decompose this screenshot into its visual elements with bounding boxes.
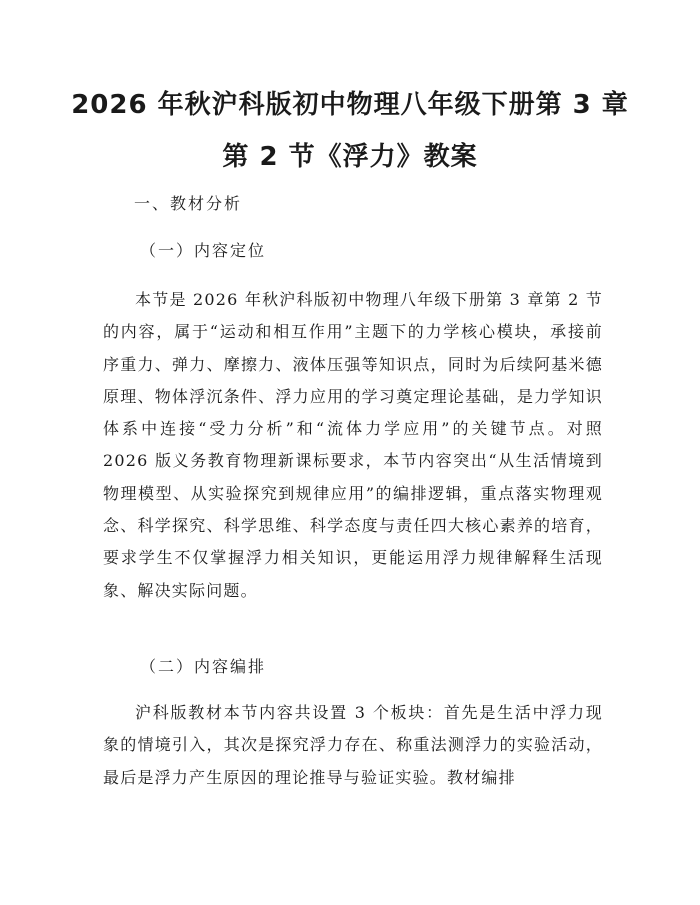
paragraph-content-positioning: 本节是 2026 年秋沪科版初中物理八年级下册第 3 章第 2 节的内容，属于“运动和相互作用”主题下的力学核心模块，承接前序重力、弹力、摩擦力、液体压强等知识点，同时为后续阿基米德原理、物体浮沉条件、浮力应用的学习奠定理论基础，是力学知识体系中连接“受力分析”和“流体力学应用”的关键节点。对照 2026 版义务教育物理新课标要求，本节内容突出“从生活情境到物理模型、从实验探究到规律应用”的编排逻辑，重点落实物理观念、科学探究、科学思维、科学态度与责任四大核心素养的培育，要求学生不仅掌握浮力相关知识，更能运用浮力规律解释生活现象、解决实际问题。 [103, 290, 603, 600]
paragraph-content-arrangement: 沪科版教材本节内容共设置 3 个板块：首先是生活中浮力现象的情境引入，其次是探究浮力存在、称重法测浮力的实验活动，最后是浮力产生原因的理论推导与验证实验。教材编排 [103, 703, 603, 787]
subsection-heading-content-positioning: （一）内容定位 [140, 241, 267, 260]
subsection-heading-content-arrangement: （二）内容编排 [140, 657, 267, 676]
document-title-line-1: 2026 年秋沪科版初中物理八年级下册第 3 章 [71, 90, 629, 120]
section-heading-teaching-material-analysis: 一、教材分析 [134, 194, 243, 213]
document-title-line-2: 第 2 节《浮力》教案 [222, 142, 478, 172]
